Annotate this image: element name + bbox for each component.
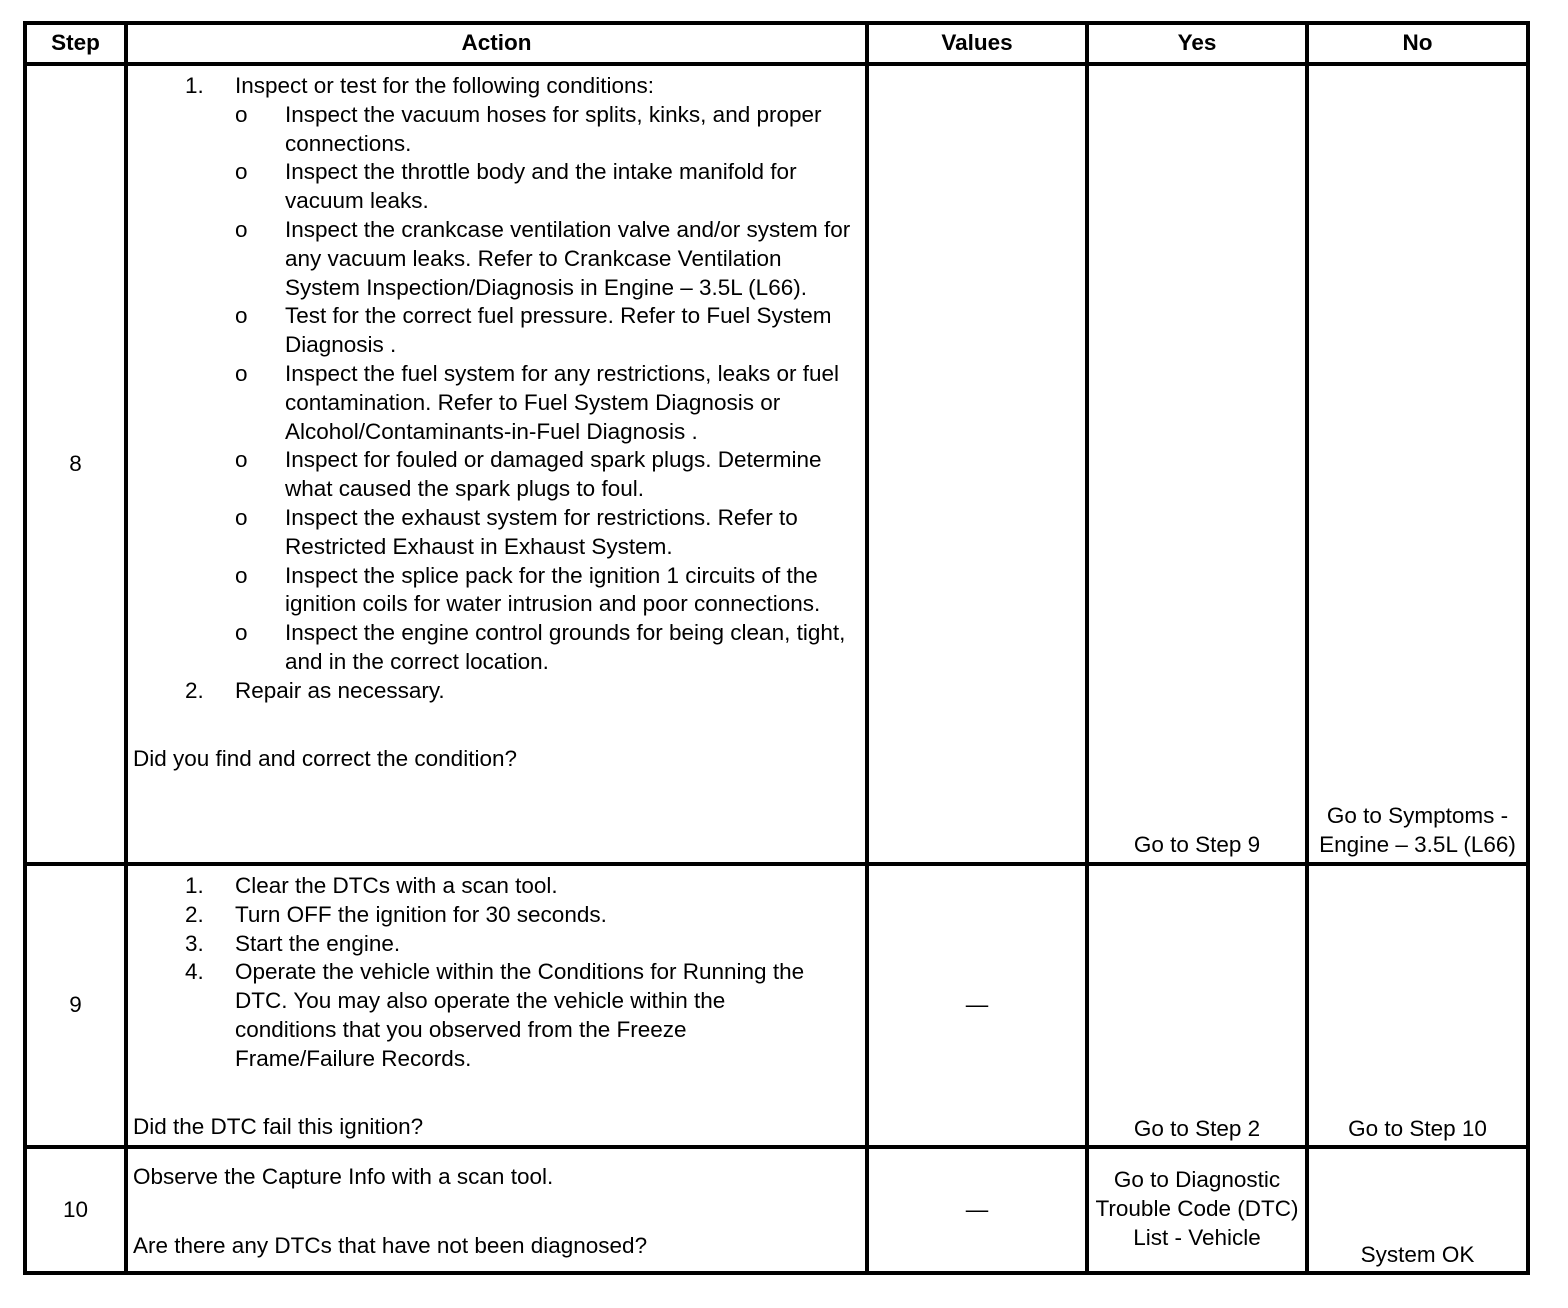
- bullet-icon: o: [235, 101, 248, 127]
- list-item: [133, 677, 865, 706]
- list-item: [133, 872, 865, 901]
- list-number: 3.: [185, 930, 204, 956]
- step-number: 8: [25, 64, 126, 864]
- diagnostic-table: [23, 21, 1530, 1275]
- list-number: 4.: [185, 959, 204, 985]
- header-values: Values: [867, 23, 1087, 64]
- header-action: Action: [126, 23, 867, 64]
- bullet-icon: o: [235, 303, 248, 329]
- sub-list-item: [133, 360, 865, 446]
- bullet-icon: o: [235, 216, 248, 242]
- bullet-icon: o: [235, 159, 248, 185]
- action-cell: [126, 1147, 867, 1273]
- sub-list-text: Inspect the throttle body and the intake manifold for vacuum leaks.: [285, 159, 797, 214]
- header-step: Step: [25, 23, 126, 64]
- sub-list-text: Inspect the fuel system for any restrictions, leaks or fuel contamination. Refer to Fuel System Diagnosis or Alcohol/Contaminants-in-Fuel Diagnosis .: [285, 360, 839, 444]
- list-text: Inspect or test for the following conditions:: [235, 73, 654, 98]
- sub-list-item: [133, 216, 865, 302]
- bullet-icon: o: [235, 562, 248, 588]
- question-text: Are there any DTCs that have not been diagnosed?: [133, 1233, 648, 1259]
- list-text: Repair as necessary.: [235, 677, 445, 703]
- list-text: Start the engine.: [235, 930, 401, 956]
- bullet-icon: o: [235, 447, 248, 473]
- table-row-step-8: [25, 64, 1528, 864]
- bullet-icon: o: [235, 360, 248, 386]
- no-link[interactable]: Go to Symptoms - Engine – 3.5L (L66): [1307, 64, 1528, 864]
- sub-list-text: Inspect for fouled or damaged spark plugs. Determine what caused the spark plugs to foul.: [285, 447, 822, 502]
- values-cell: —: [867, 864, 1087, 1147]
- sub-list-item: [133, 562, 865, 620]
- yes-link[interactable]: Go to Diagnostic Trouble Code (DTC) List - Vehicle: [1087, 1147, 1307, 1273]
- list-item: [133, 901, 865, 930]
- sub-list-item: [133, 504, 865, 562]
- question-text: Did you find and correct the condition?: [133, 745, 517, 771]
- step-number: 10: [25, 1147, 126, 1273]
- no-link[interactable]: System OK: [1307, 1147, 1528, 1273]
- sub-list-text: Inspect the crankcase ventilation valve and/or system for any vacuum leaks. Refer to Crankcase Ventilation System Inspection/Diagnosis in Engine – 3.5L (L66).: [285, 216, 851, 300]
- action-text: Observe the Capture Info with a scan tool.: [133, 1164, 554, 1190]
- list-number: 2.: [185, 677, 204, 703]
- sub-list-item: [133, 302, 865, 360]
- bullet-icon: o: [235, 620, 248, 646]
- list-number: 2.: [185, 901, 204, 927]
- values-cell: —: [867, 1147, 1087, 1273]
- no-link[interactable]: Go to Step 10: [1307, 864, 1528, 1147]
- bullet-icon: o: [235, 504, 248, 530]
- header-row: [25, 23, 1528, 64]
- list-item: [133, 72, 865, 101]
- header-yes: Yes: [1087, 23, 1307, 64]
- question-text: Did the DTC fail this ignition?: [133, 1113, 424, 1139]
- sub-list-text: Inspect the splice pack for the ignition 1 circuits of the ignition coils for water intrusion and poor connections.: [285, 562, 821, 617]
- list-text: Turn OFF the ignition for 30 seconds.: [235, 901, 607, 927]
- list-number: 1.: [185, 73, 204, 98]
- sub-list-text: Inspect the engine control grounds for being clean, tight, and in the correct location.: [285, 620, 846, 674]
- sub-list-item: [133, 619, 865, 677]
- step-number: 9: [25, 864, 126, 1147]
- table-row-step-9: [25, 864, 1528, 1147]
- table-row-step-10: [25, 1147, 1528, 1273]
- list-item: [133, 958, 865, 1073]
- sub-list-text: Inspect the vacuum hoses for splits, kinks, and proper connections.: [285, 101, 822, 156]
- action-cell: [126, 864, 867, 1147]
- values-cell: [867, 64, 1087, 864]
- list-text: Operate the vehicle within the Conditions for Running the DTC. You may also operate the vehicle within the conditions that you observed from the Freeze Frame/Failure Records.: [235, 959, 805, 1071]
- sub-list-item: [133, 101, 865, 159]
- list-number: 1.: [185, 873, 204, 898]
- action-cell: [126, 64, 867, 864]
- list-text: Clear the DTCs with a scan tool.: [235, 873, 558, 898]
- sub-list-text: Test for the correct fuel pressure. Refer to Fuel System Diagnosis .: [285, 303, 832, 358]
- sub-list-text: Inspect the exhaust system for restrictions. Refer to Restricted Exhaust in Exhaust System.: [285, 504, 798, 559]
- header-no: No: [1307, 23, 1528, 64]
- list-item: [133, 930, 865, 959]
- yes-link[interactable]: Go to Step 2: [1087, 864, 1307, 1147]
- sub-list-item: [133, 446, 865, 504]
- sub-list-item: [133, 158, 865, 216]
- yes-link[interactable]: Go to Step 9: [1087, 64, 1307, 864]
